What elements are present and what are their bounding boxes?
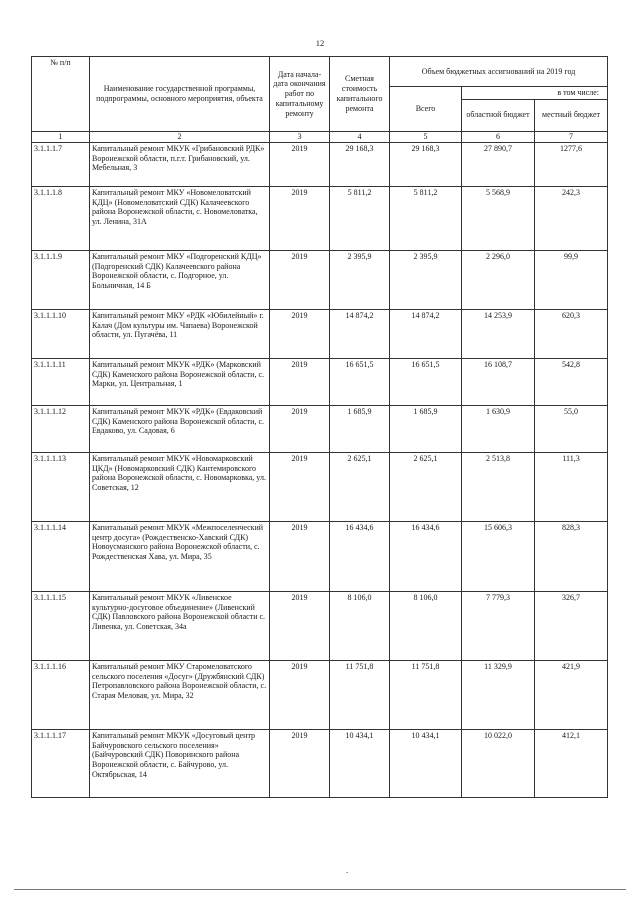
- row-regional: 14 253,9: [462, 309, 535, 358]
- row-code: 3.1.1.1.15: [32, 591, 90, 660]
- header-name: Наименование государственной программы, подпрограммы, основного мероприятия, объекта: [90, 57, 270, 132]
- row-regional: 2 296,0: [462, 250, 535, 309]
- row-cost: 16 434,6: [330, 521, 390, 591]
- row-local: 99,9: [535, 250, 608, 309]
- header-num: № п/п: [32, 57, 90, 132]
- row-regional: 11 329,9: [462, 660, 535, 729]
- row-code: 3.1.1.1.16: [32, 660, 90, 729]
- row-code: 3.1.1.1.11: [32, 358, 90, 405]
- row-cost: 14 874,2: [330, 309, 390, 358]
- row-code: 3.1.1.1.17: [32, 729, 90, 797]
- row-total: 16 434,6: [390, 521, 462, 591]
- footer-rule: [14, 889, 626, 890]
- row-code: 3.1.1.1.14: [32, 521, 90, 591]
- row-code: 3.1.1.1.13: [32, 452, 90, 521]
- row-total: 2 625,1: [390, 452, 462, 521]
- row-name: Капитальный ремонт МКУ Старомеловатского сельского поселения «Досуг» (Дружбянский СДК) Петропавловского района Воронежской области, с. Старая Меловая, ул. Мира, 32: [90, 660, 270, 729]
- column-number: 1: [32, 131, 90, 142]
- table-row: [32, 358, 608, 405]
- row-code: 3.1.1.1.12: [32, 405, 90, 452]
- row-local: 412,1: [535, 729, 608, 797]
- header-dates: Дата начала-дата окончания работ по капитальному ремонту: [270, 57, 330, 132]
- row-total: 8 106,0: [390, 591, 462, 660]
- row-total: 14 874,2: [390, 309, 462, 358]
- row-cost: 16 651,5: [330, 358, 390, 405]
- budget-table: [31, 56, 608, 798]
- column-number: 5: [390, 131, 462, 142]
- row-code: 3.1.1.1.7: [32, 142, 90, 186]
- row-name: Капитальный ремонт МКУК «Межпоселенческий центр досуга» (Рождественско-Хавский СДК) Новоусманского района Воронежской области, с. Рождественская Хава, ул. Мира, 35: [90, 521, 270, 591]
- row-cost: 8 106,0: [330, 591, 390, 660]
- row-code: 3.1.1.1.8: [32, 186, 90, 250]
- header-budget: Объем бюджетных ассигнований на 2019 год: [390, 57, 608, 87]
- table-row: [32, 660, 608, 729]
- row-local: 620,3: [535, 309, 608, 358]
- table-row: [32, 729, 608, 797]
- header-local: местный бюджет: [535, 99, 608, 131]
- column-number: 7: [535, 131, 608, 142]
- row-regional: 1 630,9: [462, 405, 535, 452]
- row-year: 2019: [270, 452, 330, 521]
- row-local: 55,0: [535, 405, 608, 452]
- row-total: 29 168,3: [390, 142, 462, 186]
- row-year: 2019: [270, 186, 330, 250]
- header-cost: Сметная стоимость капитального ремонта: [330, 57, 390, 132]
- row-regional: 10 022,0: [462, 729, 535, 797]
- scan-mark: -: [346, 868, 349, 876]
- row-year: 2019: [270, 521, 330, 591]
- row-local: 242,3: [535, 186, 608, 250]
- row-cost: 5 811,2: [330, 186, 390, 250]
- table-row: [32, 309, 608, 358]
- row-regional: 16 108,7: [462, 358, 535, 405]
- row-cost: 11 751,8: [330, 660, 390, 729]
- table-row: [32, 591, 608, 660]
- row-total: 5 811,2: [390, 186, 462, 250]
- row-name: Капитальный ремонт МКУК «Ливенское культурно-досуговое объединение» (Ливенский СДК) Павловского района Воронежской области с. Ливенка, ул. Советская, 34а: [90, 591, 270, 660]
- row-regional: 15 606,3: [462, 521, 535, 591]
- column-number: 3: [270, 131, 330, 142]
- row-name: Капитальный ремонт МКУК «Новомарковский ЦКД» (Новомарковский СДК) Кантемировского района Воронежской области, с. Новомарковка, ул. Советская, 12: [90, 452, 270, 521]
- header-regional: областной бюджет: [462, 99, 535, 131]
- row-name: Капитальный ремонт МКУ «РДК «Юбилейный» г. Калач (Дом культуры им. Чапаева) Воронежской области, ул. Пугачёва, 11: [90, 309, 270, 358]
- row-year: 2019: [270, 250, 330, 309]
- row-local: 421,9: [535, 660, 608, 729]
- row-total: 1 685,9: [390, 405, 462, 452]
- table-row: [32, 405, 608, 452]
- row-cost: 10 434,1: [330, 729, 390, 797]
- row-total: 16 651,5: [390, 358, 462, 405]
- row-year: 2019: [270, 729, 330, 797]
- row-cost: 29 168,3: [330, 142, 390, 186]
- column-numbers-row: [32, 131, 608, 142]
- row-name: Капитальный ремонт МКУК «РДК» (Марковский СДК) Каменского района Воронежской области, с. Марки, ул. Центральная, 1: [90, 358, 270, 405]
- table-row: [32, 186, 608, 250]
- row-name: Капитальный ремонт МКУК «РДК» (Евдаковский СДК) Каменского района Воронежской области, с. Евдаково, ул. Садовая, 6: [90, 405, 270, 452]
- row-name: Капитальный ремонт МКУ «Новомеловатский КДЦ» (Новомеловатский СДК) Калачеевского района Воронежской области, с. Новомеловатка, ул. Ленина, 31А: [90, 186, 270, 250]
- header-total: Всего: [390, 87, 462, 132]
- row-regional: 7 779,3: [462, 591, 535, 660]
- table-row: [32, 521, 608, 591]
- row-year: 2019: [270, 405, 330, 452]
- table-row: [32, 250, 608, 309]
- row-cost: 2 395,9: [330, 250, 390, 309]
- table-row: [32, 452, 608, 521]
- table-row: [32, 142, 608, 186]
- row-local: 1277,6: [535, 142, 608, 186]
- column-number: 6: [462, 131, 535, 142]
- row-code: 3.1.1.1.9: [32, 250, 90, 309]
- row-name: Капитальный ремонт МКУ «Подгоренский КДЦ» (Подгоренский СДК) Калачеевского района Воронежской области, с. Подгорное, ул. Больничная, 14 Б: [90, 250, 270, 309]
- header-including: в том числе:: [462, 87, 608, 100]
- row-regional: 2 513,8: [462, 452, 535, 521]
- row-year: 2019: [270, 660, 330, 729]
- row-year: 2019: [270, 358, 330, 405]
- row-cost: 2 625,1: [330, 452, 390, 521]
- row-total: 10 434,1: [390, 729, 462, 797]
- row-cost: 1 685,9: [330, 405, 390, 452]
- row-year: 2019: [270, 591, 330, 660]
- row-local: 326,7: [535, 591, 608, 660]
- row-total: 11 751,8: [390, 660, 462, 729]
- row-year: 2019: [270, 309, 330, 358]
- row-year: 2019: [270, 142, 330, 186]
- row-name: Капитальный ремонт МКУК «Досуговый центр Байчуровского сельского поселения» (Байчуровский СДК) Поворинского района Воронежской области, с. Байчурово, ул. Октябрьская, 14: [90, 729, 270, 797]
- row-name: Капитальный ремонт МКУК «Грибановский РДК» Воронежской области, п.г.т. Грибановский, ул. Мебельная, 3: [90, 142, 270, 186]
- page-number: 12: [315, 38, 325, 48]
- row-regional: 5 568,9: [462, 186, 535, 250]
- row-local: 111,3: [535, 452, 608, 521]
- row-local: 828,3: [535, 521, 608, 591]
- column-number: 2: [90, 131, 270, 142]
- row-total: 2 395,9: [390, 250, 462, 309]
- row-regional: 27 890,7: [462, 142, 535, 186]
- column-number: 4: [330, 131, 390, 142]
- row-code: 3.1.1.1.10: [32, 309, 90, 358]
- row-local: 542,8: [535, 358, 608, 405]
